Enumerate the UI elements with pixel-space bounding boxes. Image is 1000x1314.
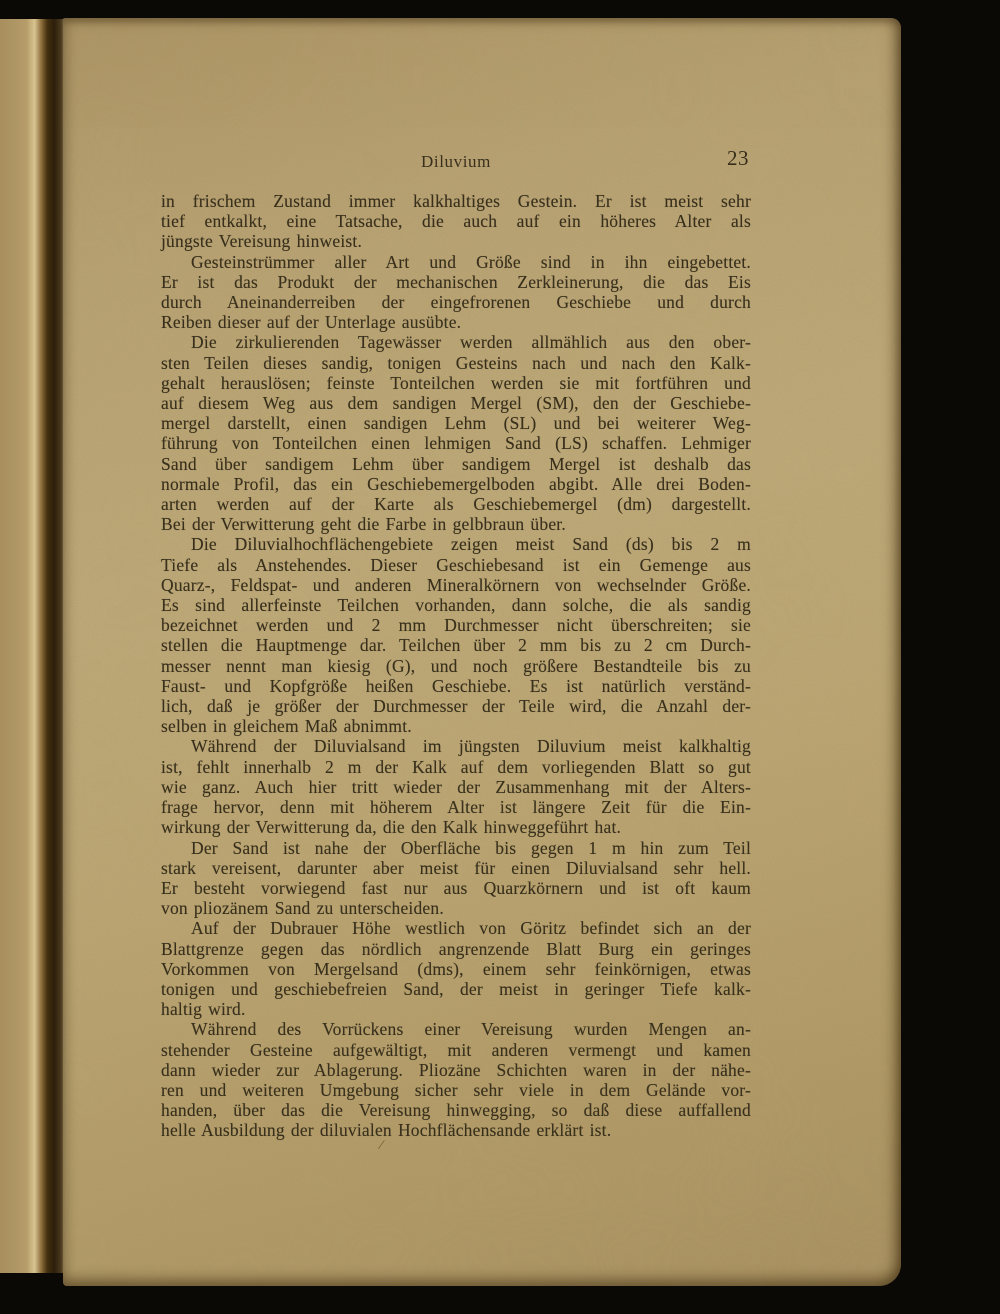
text-line: stehender Gesteine aufgewältigt, mit anderen vermengt und kamen — [161, 1039, 751, 1060]
text-line: Auf der Dubrauer Höhe westlich von Göritz befindet sich an der — [191, 918, 751, 939]
paragraph — [161, 534, 751, 736]
book-page — [63, 18, 901, 1286]
paragraph — [161, 191, 751, 252]
text-line: normale Profil, das ein Geschiebemergelboden abgibt. Alle drei Boden- — [161, 473, 751, 494]
text-line: haltig wird. — [161, 999, 246, 1020]
text-line: Reiben dieser auf der Unterlage ausübte. — [161, 312, 462, 333]
text-line: Die zirkulierenden Tagewässer werden allmählich aus den ober- — [191, 332, 751, 353]
text-line: arten werden auf der Karte als Geschiebemergel (dm) dargestellt. — [161, 494, 751, 515]
text-line: Tiefe als Anstehendes. Dieser Geschiebesand ist ein Gemenge aus — [161, 554, 751, 575]
text-line: Die Diluvialhochflächengebiete zeigen meist Sand (ds) bis 2 m — [191, 534, 751, 555]
text-line: helle Ausbildung der diluvialen Hochflächensande erklärt ist. — [161, 1120, 612, 1141]
text-line: sten Teilen dieses sandig, tonigen Gesteins nach und nach den Kalk- — [161, 352, 751, 373]
text-line: gehalt herauslösen; feinste Tonteilchen werden sie mit fortführen und — [161, 372, 751, 393]
text-line: tief entkalkt, eine Tatsache, die auch auf ein höheres Alter als — [161, 211, 751, 232]
text-line: tonigen und geschiebefreien Sand, der meist in geringer Tiefe kalk- — [161, 978, 751, 999]
text-line: Bei der Verwitterung geht die Farbe in gelbbraun über. — [161, 514, 566, 535]
text-line: Quarz-, Feldspat- und anderen Mineralkörnern von wechselnder Größe. — [161, 574, 751, 595]
text-line: stellen die Hauptmenge dar. Teilchen über 2 mm bis zu 2 cm Durch- — [161, 635, 751, 656]
text-line: Der Sand ist nahe der Oberfläche bis gegen 1 m hin zum Teil — [191, 837, 751, 858]
text-line: auf diesem Weg aus dem sandigen Mergel (SM), den der Geschiebe- — [161, 393, 751, 414]
text-line: von pliozänem Sand zu unterscheiden. — [161, 898, 444, 919]
page-header — [161, 146, 751, 178]
text-line: Blattgrenze gegen das nördlich angrenzende Blatt Burg ein geringes — [161, 938, 751, 959]
paragraph — [161, 736, 751, 837]
text-line: bezeichnet werden und 2 mm Durchmesser nicht überschreiten; sie — [161, 615, 751, 636]
text-line: stark vereisent, darunter aber meist für einen Diluvialsand sehr hell. — [161, 857, 751, 878]
text-line: Faust- und Kopfgröße heißen Geschiebe. Es ist natürlich verständ- — [161, 675, 751, 696]
text-line: messer nennt man kiesig (G), und noch größere Bestandteile bis zu — [161, 655, 751, 676]
text-line: Er ist das Produkt der mechanischen Zerkleinerung, die das Eis — [161, 271, 751, 292]
text-line: führung von Tonteilchen einen lehmigen Sand (LS) schaffen. Lehmiger — [161, 433, 751, 454]
text-line: mergel darstellt, einen sandigen Lehm (SL) und bei weiterer Weg- — [161, 413, 751, 434]
text-line: in frischem Zustand immer kalkhaltiges Gestein. Er ist meist sehr — [161, 191, 751, 211]
paragraph — [161, 918, 751, 1019]
text-line: selben in gleichem Maß abnimmt. — [161, 716, 412, 737]
paragraph — [161, 332, 751, 534]
text-line: wie ganz. Auch hier tritt wieder der Zusammenhang mit der Alters- — [161, 776, 751, 797]
text-line: Sand über sandigem Lehm über sandigem Mergel ist deshalb das — [161, 453, 751, 474]
page-number: 23 — [727, 146, 749, 170]
adjacent-page-edge — [0, 19, 63, 1273]
text-line: wirkung der Verwitterung da, die den Kalk hinweggeführt hat. — [161, 817, 622, 838]
text-block — [161, 191, 751, 1141]
stray-ink-mark: / — [378, 1137, 384, 1154]
text-line: dann wieder zur Ablagerung. Pliozäne Schichten waren in der nähe- — [161, 1059, 751, 1080]
text-line: Während der Diluvialsand im jüngsten Diluvium meist kalkhaltig — [191, 736, 751, 757]
text-line: jüngste Vereisung hinweist. — [161, 231, 363, 252]
paragraph — [161, 838, 751, 919]
paragraph — [161, 1019, 751, 1140]
text-line: Während des Vorrückens einer Vereisung wurden Mengen an- — [191, 1019, 751, 1040]
text-line: Gesteinstrümmer aller Art und Größe sind in ihn eingebettet. — [191, 251, 751, 272]
text-line: lich, daß je größer der Durchmesser der Teile wird, die Anzahl der- — [161, 696, 751, 717]
text-line: ist, fehlt innerhalb 2 m der Kalk auf dem vorliegenden Blatt so gut — [161, 756, 751, 777]
paragraph — [161, 252, 751, 333]
text-line: ren und weiteren Umgebung sicher sehr viele in dem Gelände vor- — [161, 1079, 751, 1100]
text-line: Es sind allerfeinste Teilchen vorhanden, dann solche, die als sandig — [161, 595, 751, 616]
running-title: Diluvium — [421, 152, 491, 171]
text-line: Vorkommen von Mergelsand (dms), einem sehr feinkörnigen, etwas — [161, 958, 751, 979]
text-line: frage hervor, denn mit höherem Alter ist längere Zeit für die Ein- — [161, 797, 751, 818]
text-line: Er besteht vorwiegend fast nur aus Quarzkörnern und ist oft kaum — [161, 877, 751, 898]
text-line: handen, über das die Vereisung hinwegging, so daß diese auffallend — [161, 1100, 751, 1121]
text-line: durch Aneinanderreiben der eingefrorenen Geschiebe und durch — [161, 292, 751, 313]
